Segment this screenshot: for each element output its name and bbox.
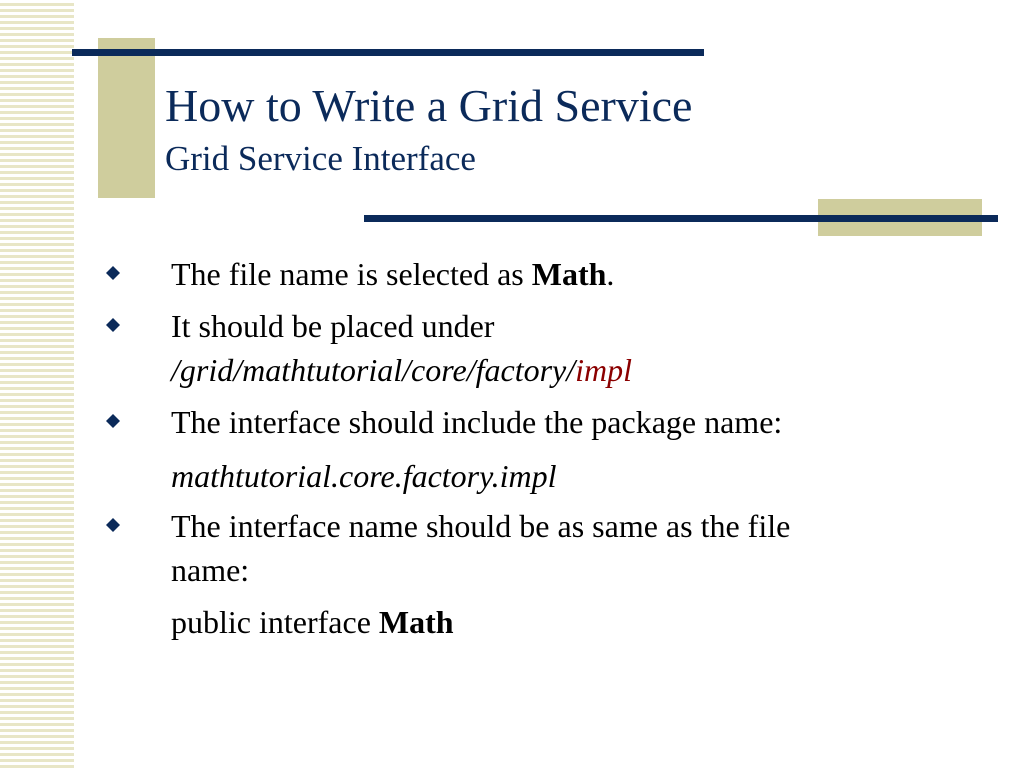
diamond-bullet-icon bbox=[106, 414, 120, 428]
bullet-1-text-pre: The file name is selected as bbox=[171, 256, 532, 292]
bullet-4-line-3 bbox=[171, 604, 454, 640]
slide-subtitle: Grid Service Interface bbox=[165, 139, 476, 178]
bullet-4-line-1: The interface name should be as same as the file bbox=[171, 508, 791, 544]
bullet-1-text-bold: Math bbox=[531, 256, 607, 292]
bullet-4-line-2: name: bbox=[171, 552, 250, 588]
bullet-2-path: /grid/mathtutorial/core/factory/ bbox=[171, 352, 576, 388]
bullet-1-text-post: . bbox=[606, 256, 615, 292]
diamond-bullet-icon bbox=[106, 266, 120, 280]
slide-title: How to Write a Grid Service bbox=[165, 80, 693, 131]
bullet-4-code-pre: public interface bbox=[171, 604, 379, 640]
bullet-2-path-highlight: impl bbox=[575, 352, 633, 388]
bullet-3-line-1: The interface should include the package name: bbox=[171, 404, 783, 440]
bullet-2-line-1: It should be placed under bbox=[171, 308, 495, 344]
bullet-3-package-name: mathtutorial.core.factory.impl bbox=[171, 458, 557, 494]
bullet-1-text bbox=[171, 256, 614, 292]
bullet-4-code-bold: Math bbox=[378, 604, 454, 640]
bullet-2-line-2 bbox=[171, 352, 632, 388]
diamond-bullet-icon bbox=[106, 518, 120, 532]
diamond-bullet-icon bbox=[106, 318, 120, 332]
